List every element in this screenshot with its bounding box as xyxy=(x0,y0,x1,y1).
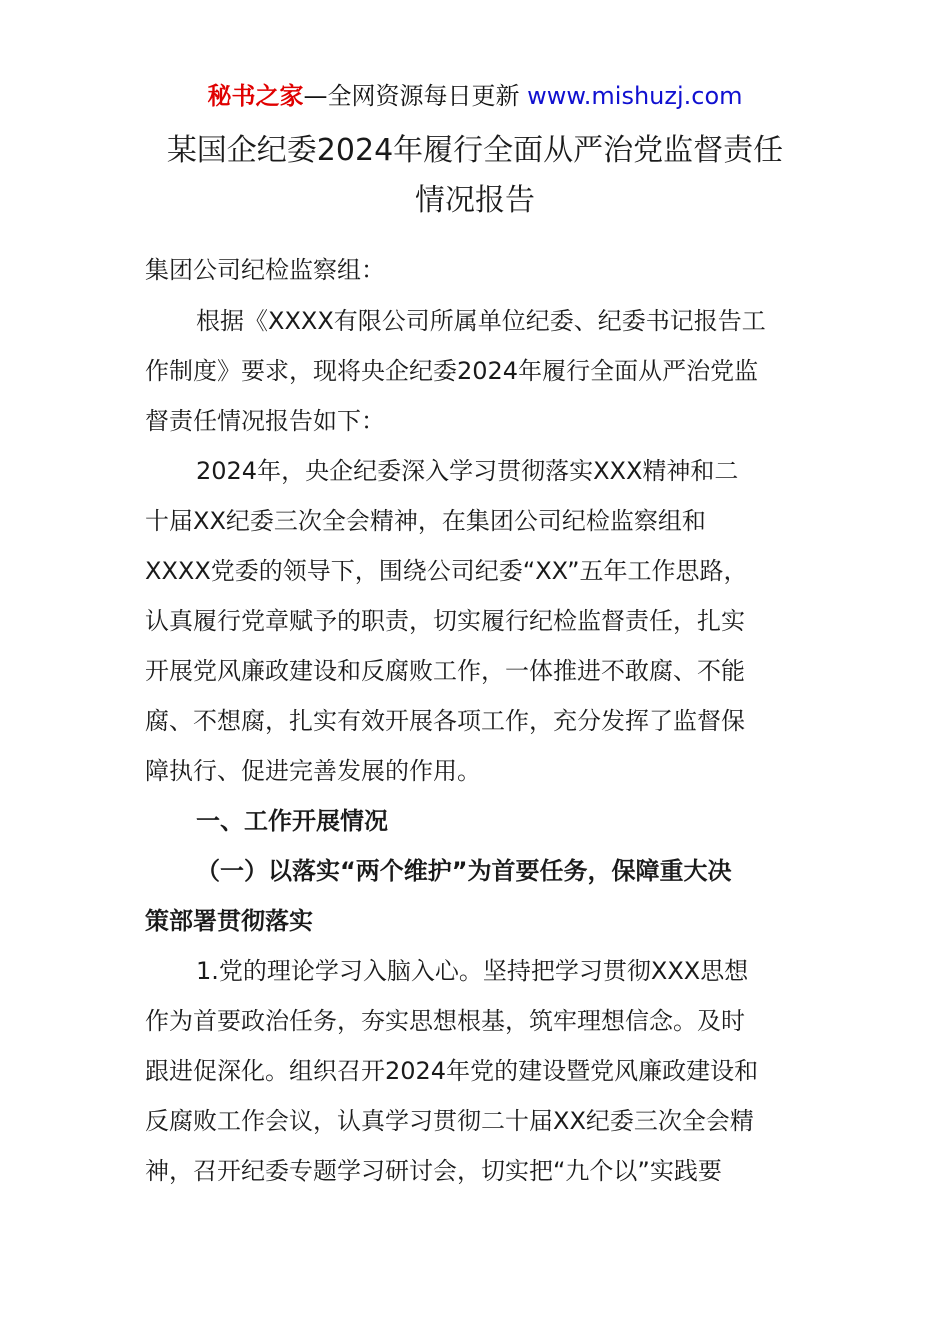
paragraph-line: 神，召开纪委专题学习研讨会，切实把“九个以”实践要 xyxy=(145,1157,722,1185)
paragraph-line: 根据《XXXX有限公司所属单位纪委、纪委书记报告工 xyxy=(196,307,766,335)
paragraph-line: 认真履行党章赋予的职责，切实履行纪检监督责任，扎实 xyxy=(145,607,745,635)
paragraph-line: 2024年，央企纪委深入学习贯彻落实XXX精神和二 xyxy=(196,457,739,485)
paragraph-line: 腐、不想腐，扎实有效开展各项工作，充分发挥了监督保 xyxy=(145,707,745,735)
paragraph-line: 作为首要政治任务，夯实思想根基，筑牢理想信念。及时 xyxy=(145,1007,745,1035)
paragraph-line: 作制度》要求，现将央企纪委2024年履行全面从严治党监 xyxy=(145,357,759,385)
paragraph-line: 开展党风廉政建设和反腐败工作，一体推进不敢腐、不能 xyxy=(145,657,745,685)
title-line-1: 某国企纪委2024年履行全面从严治党监督责任 xyxy=(166,133,784,168)
paragraph-line: XXXX党委的领导下，围绕公司纪委“XX”五年工作思路， xyxy=(145,557,748,585)
site-url-link[interactable]: www.mishuzj.com xyxy=(527,82,743,110)
salutation: 集团公司纪检监察组： xyxy=(145,256,385,284)
paragraph-line: 跟进促深化。组织召开2024年党的建设暨党风廉政建设和 xyxy=(145,1057,759,1085)
paragraph-line: 障执行、促进完善发展的作用。 xyxy=(145,757,481,785)
paragraph-line: 反腐败工作会议，认真学习贯彻二十届XX纪委三次全会精 xyxy=(145,1107,754,1135)
paragraph-line: 1.党的理论学习入脑入心。坚持把学习贯彻XXX思想 xyxy=(196,957,749,985)
banner-slogan: —全网资源每日更新 xyxy=(303,82,528,110)
subsection-heading-cont: 策部署贯彻落实 xyxy=(145,907,313,935)
title-line-2: 情况报告 xyxy=(415,183,535,218)
report-title xyxy=(0,126,950,226)
brand-name: 秘书之家 xyxy=(207,82,304,110)
subsection-heading: （一）以落实“两个维护”为首要任务，保障重大决 xyxy=(196,857,732,885)
paragraph-line: 督责任情况报告如下： xyxy=(145,407,385,435)
paragraph-line: 十届XX纪委三次全会精神，在集团公司纪检监察组和 xyxy=(145,507,706,535)
site-banner xyxy=(0,80,950,112)
section-heading: 一、工作开展情况 xyxy=(196,807,388,835)
